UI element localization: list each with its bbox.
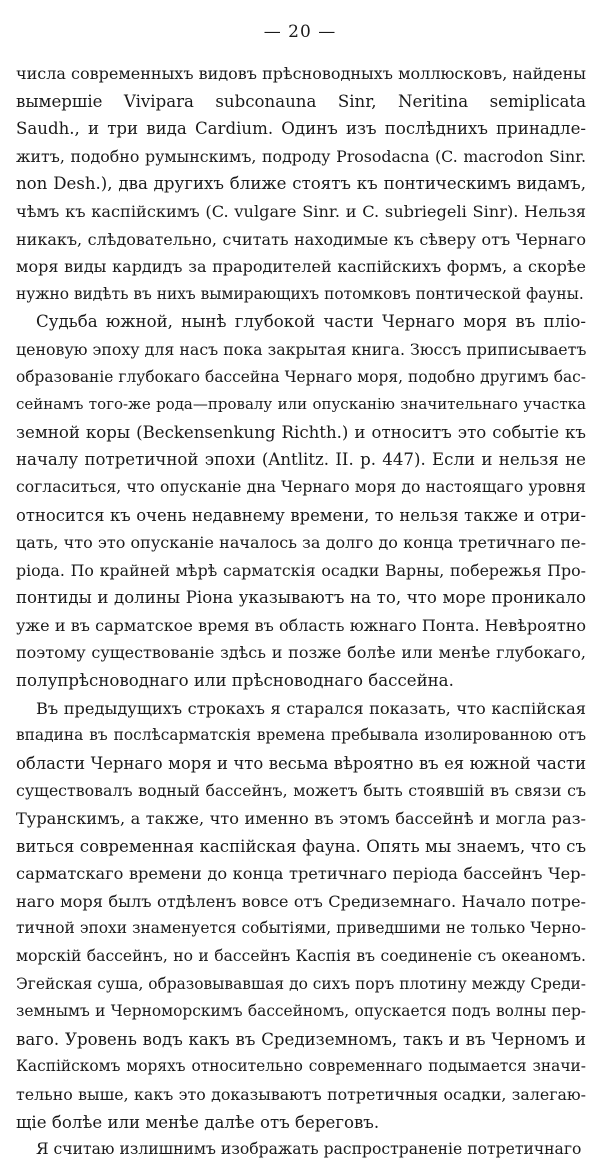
text-line: щіе болѣе или менѣе далѣе отъ береговъ. — [16, 1112, 380, 1132]
page-number: — 20 — — [263, 22, 337, 42]
text-line: числа современныхъ видовъ прѣсноводныхъ моллюсковъ, найдены — [16, 64, 586, 83]
text-line: Я считаю излишнимъ изображать распространеніе потретичнаго — [36, 1140, 582, 1159]
text-line: нужно видѣть въ нихъ вымирающихъ потомковъ понтической фауны. — [16, 284, 584, 303]
text-line: виться современная каспійская фауна. Опять мы знаемъ, что съ — [16, 836, 586, 856]
text-line: чѣмъ къ каспійскимъ (C. vulgare Sinr. и C. subriegeli Sinr). Нельзя — [16, 201, 586, 221]
text-line: ценовую эпоху для насъ пока закрытая книга. Зюссъ приписываетъ — [16, 339, 586, 359]
text-line: вымершіе Vivipara subconauna Sinr, Neritina semiplicata — [16, 91, 586, 111]
paragraph — [16, 308, 586, 694]
text-line: земнымъ и Черноморскимъ бассейномъ, опускается подъ волны пер- — [16, 1002, 586, 1021]
text-line: понтиды и долины Ріона указываютъ на то, что море проникало — [16, 588, 586, 608]
text-line: полупрѣсноводнаго или прѣсноводнаго бассейна. — [16, 671, 454, 691]
text-line: тичной эпохи знаменуется событіями, приведшими не только Черно- — [16, 919, 586, 938]
text-line: уже и въ сарматское время въ область южнаго Понта. Невѣроятно — [16, 615, 586, 635]
text-line: наго моря былъ отдѣленъ вовсе отъ Средиземнаго. Начало потре- — [16, 891, 586, 911]
text-line: тельно выше, какъ это доказываютъ потретичныя осадки, залегаю- — [16, 1084, 586, 1104]
text-line: сарматскаго времени до конца третичнаго періода бассейнъ Чер- — [16, 864, 586, 884]
text-line: поэтому существованіе здѣсь и позже болѣе или менѣе глубокаго, — [16, 643, 586, 663]
text-line: Эгейская суша, образовывавшая до сихъ поръ плотину между Среди- — [16, 974, 586, 993]
text-line: области Чернаго моря и что весьма вѣроятно въ ея южной части — [16, 753, 586, 773]
document-body — [16, 60, 586, 1164]
text-line: образованіе глубокаго бассейна Чернаго моря, подобно другимъ бас- — [16, 367, 586, 386]
text-line: житъ, подобно румынскимъ, подроду Prosodaсna (C. macrodon Sinr. — [16, 146, 586, 166]
text-line: non Desh.), два другихъ ближе стоятъ къ понтическимъ видамъ, — [16, 174, 586, 194]
text-line: впадина въ послѣсарматскія времена пребывала изолированною отъ — [16, 726, 586, 745]
text-line: земной коры (Beckensenkung Richth.) и относитъ это событіе къ — [16, 422, 586, 442]
text-line: Судьба южной, нынѣ глубокой части Чернаго моря въ пліо- — [36, 312, 586, 332]
text-line: сейнамъ того-же рода—провалу или опусканію значительнаго участка — [16, 395, 586, 414]
text-line: Туранскимъ, а также, что именно въ этомъ бассейнѣ и могла раз- — [16, 809, 586, 829]
text-line: существовалъ водный бассейнъ, можетъ быть стоявшій въ связи съ — [16, 781, 586, 801]
text-line: началу потретичной эпохи (Antlitz. II. p. 447). Если и нельзя не — [16, 450, 586, 470]
text-line: цать, что это опусканіе началось за долго до конца третичнаго пе- — [16, 533, 586, 553]
text-line: Въ предыдущихъ строкахъ я старался показать, что каспійская — [36, 698, 586, 718]
text-line: относится къ очень недавнему времени, то нельзя также и отри- — [16, 505, 586, 525]
text-line: ваго. Уровень водъ какъ въ Средиземномъ, такъ и въ Черномъ и — [16, 1029, 586, 1049]
text-line: моря виды кардидъ за прародителей каспійскихъ формъ, а скорѣе — [16, 257, 586, 277]
paragraph — [16, 695, 586, 1137]
paragraph — [16, 60, 586, 308]
paragraph — [16, 1136, 586, 1164]
text-line: никакъ, слѣдовательно, считать находимые къ сѣверу отъ Чернаго — [16, 229, 586, 249]
text-line: согласиться, что опусканіе дна Чернаго моря до настоящаго уровня — [16, 477, 586, 496]
text-line: ріода. По крайней мѣрѣ сарматскія осадки Варны, побережья Про- — [16, 560, 586, 580]
text-line: Каспійскомъ моряхъ относительно современнаго подымается значи- — [16, 1057, 586, 1076]
text-line: морскій бассейнъ, но и бассейнъ Каспія въ соединеніе съ океаномъ. — [16, 947, 586, 965]
text-line: Saudh., и три вида Cardium. Одинъ изъ послѣднихъ принадле- — [16, 119, 586, 139]
